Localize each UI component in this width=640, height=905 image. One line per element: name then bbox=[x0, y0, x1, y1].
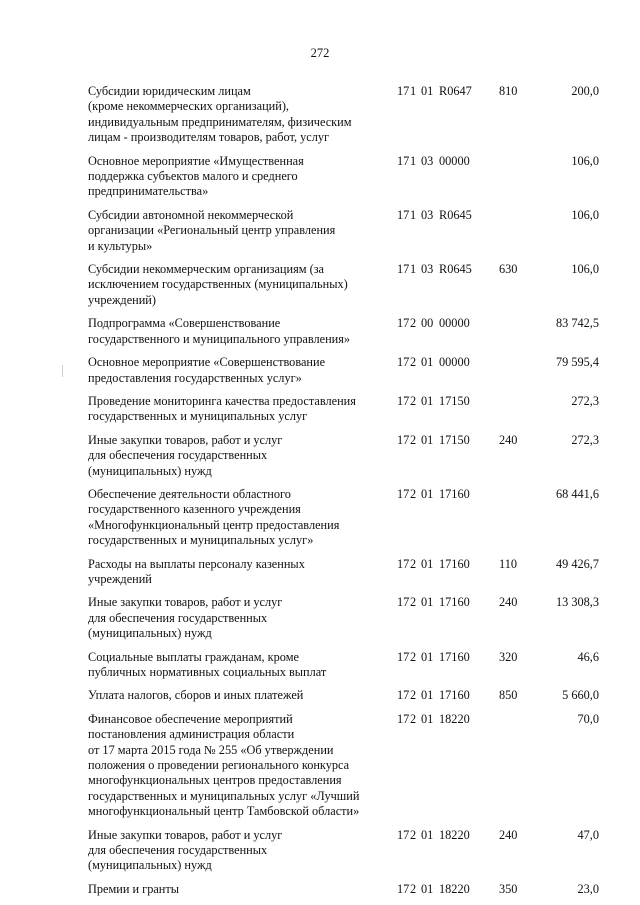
row-amount: 106,0 bbox=[571, 207, 599, 222]
row-code bbox=[397, 355, 483, 370]
code-part: 1 bbox=[410, 153, 417, 168]
row-code bbox=[397, 84, 483, 99]
code-part: 17 bbox=[397, 84, 410, 98]
code-part: 17 bbox=[397, 262, 410, 277]
code-part: 01 bbox=[421, 355, 434, 370]
row-name: Уплата налогов, сборов и иных платежей bbox=[88, 688, 304, 703]
code-part: 2 bbox=[410, 355, 417, 370]
table-row bbox=[88, 84, 608, 146]
row-amount: 68 441,6 bbox=[555, 486, 599, 501]
table-row bbox=[88, 355, 608, 386]
row-name: Обеспечение деятельности областного государственного казенного учреждения «Многофункциональный центр предоставления государственных и муниципальных услуг» bbox=[88, 486, 340, 548]
row-code bbox=[397, 433, 483, 448]
row-name: Основное мероприятие «Совершенствование предоставления государственных услуг» bbox=[88, 355, 326, 385]
table-row bbox=[88, 650, 608, 681]
code-part: 17 bbox=[397, 595, 410, 610]
code-part: 01 bbox=[421, 595, 434, 610]
row-amount: 272,3 bbox=[571, 393, 599, 408]
code-part: 2 bbox=[410, 486, 417, 501]
code-part: 1 bbox=[410, 207, 417, 222]
row-amount: 13 308,3 bbox=[555, 595, 599, 610]
code-part: R0647 bbox=[439, 84, 472, 98]
code-part: 01 bbox=[421, 393, 434, 408]
code-part: 00000 bbox=[439, 316, 470, 331]
code-part: 01 bbox=[421, 711, 434, 726]
code-part: 17 bbox=[397, 711, 410, 726]
code-part: 03 bbox=[421, 153, 434, 168]
code-part: 17 bbox=[397, 688, 410, 703]
code-part: 01 bbox=[421, 486, 434, 501]
code-part: R0645 bbox=[439, 262, 472, 277]
row-code bbox=[397, 487, 483, 502]
code-part: 2 bbox=[410, 595, 417, 610]
row-name: Основное мероприятие «Имущественная поддержка субъектов малого и среднего предпринимательства» bbox=[88, 153, 304, 199]
code-part: 2 bbox=[410, 393, 417, 408]
row-amount: 5 660,0 bbox=[562, 688, 599, 703]
code-part: 17 bbox=[397, 316, 410, 331]
row-amount: 23,0 bbox=[577, 881, 599, 896]
code-part: 17160 bbox=[439, 486, 470, 501]
row-expense-type: 240 bbox=[499, 595, 518, 610]
table-row bbox=[88, 208, 608, 254]
code-part: 18220 bbox=[439, 881, 470, 896]
row-code bbox=[397, 828, 483, 843]
row-amount: 200,0 bbox=[571, 84, 599, 98]
code-part: 03 bbox=[421, 207, 434, 222]
row-code bbox=[397, 154, 483, 169]
code-part: 2 bbox=[410, 316, 417, 331]
code-part: 00000 bbox=[439, 355, 470, 370]
code-part: 17 bbox=[397, 432, 410, 447]
row-name: Иные закупки товаров, работ и услуг для обеспечения государственных (муниципальных) нужд bbox=[88, 595, 283, 641]
code-part: 1 bbox=[410, 84, 417, 98]
code-part: 2 bbox=[410, 556, 417, 571]
row-code bbox=[397, 394, 483, 409]
table-row bbox=[88, 688, 608, 703]
code-part: 01 bbox=[421, 84, 434, 98]
row-expense-type: 350 bbox=[499, 881, 518, 896]
code-part: 17 bbox=[397, 355, 410, 370]
budget-table bbox=[88, 84, 608, 905]
code-part: 01 bbox=[421, 881, 434, 896]
row-code bbox=[397, 595, 483, 610]
code-part: 17 bbox=[397, 393, 410, 408]
table-row bbox=[88, 882, 608, 897]
code-part: 1 bbox=[410, 262, 417, 277]
code-part: 2 bbox=[410, 881, 417, 896]
row-code bbox=[397, 208, 483, 223]
code-part: R0645 bbox=[439, 207, 472, 222]
code-part: 17160 bbox=[439, 556, 470, 571]
code-part: 01 bbox=[421, 649, 434, 664]
table-row bbox=[88, 828, 608, 874]
row-expense-type: 850 bbox=[499, 688, 518, 703]
row-code bbox=[397, 712, 483, 727]
code-part: 00 bbox=[421, 316, 434, 331]
row-expense-type: 630 bbox=[499, 262, 518, 277]
row-name: Расходы на выплаты персоналу казенных учреждений bbox=[88, 556, 305, 586]
row-expense-type: 320 bbox=[499, 649, 518, 664]
scan-margin-mark bbox=[62, 365, 63, 377]
table-row bbox=[88, 595, 608, 641]
table-row bbox=[88, 557, 608, 588]
code-part: 01 bbox=[421, 432, 434, 447]
row-amount: 49 426,7 bbox=[555, 556, 599, 571]
code-part: 17160 bbox=[439, 688, 470, 703]
code-part: 17 bbox=[397, 207, 410, 222]
table-row bbox=[88, 154, 608, 200]
table-row bbox=[88, 712, 608, 820]
code-part: 17160 bbox=[439, 595, 470, 610]
row-amount: 83 742,5 bbox=[555, 316, 599, 331]
row-amount: 272,3 bbox=[571, 432, 599, 447]
code-part: 17150 bbox=[439, 432, 470, 447]
code-part: 17 bbox=[397, 556, 410, 571]
code-part: 17 bbox=[397, 827, 410, 842]
code-part: 17 bbox=[397, 486, 410, 501]
row-name: Субсидии некоммерческим организациям (за исключением государственных (муниципальных) учреждений) bbox=[88, 262, 348, 307]
code-part: 2 bbox=[410, 827, 417, 842]
row-name: Финансовое обеспечение мероприятий постановления администрация области от 17 марта 2015 года № 255 «Об утверждении положения о проведении регионального конкурса многофункциональных центров предоставления государственных и муниципальных услуг «Лучший многофункциональный центр Тамбовской области» bbox=[88, 711, 360, 819]
code-part: 18220 bbox=[439, 711, 470, 726]
row-code bbox=[397, 557, 483, 572]
row-expense-type: 810 bbox=[499, 84, 518, 98]
row-amount: 79 595,4 bbox=[555, 355, 599, 370]
code-part: 17160 bbox=[439, 649, 470, 664]
row-amount: 47,0 bbox=[577, 827, 599, 842]
row-expense-type: 240 bbox=[499, 827, 518, 842]
row-name: Подпрограмма «Совершенствование государственного и муниципального управления» bbox=[88, 316, 351, 346]
row-name: Иные закупки товаров, работ и услуг для обеспечения государственных (муниципальных) нужд bbox=[88, 432, 283, 478]
row-code bbox=[397, 882, 483, 897]
row-amount: 46,6 bbox=[577, 649, 599, 664]
code-part: 18220 bbox=[439, 827, 470, 842]
code-part: 2 bbox=[410, 688, 417, 703]
code-part: 2 bbox=[410, 432, 417, 447]
row-name: Проведение мониторинга качества предоставления государственных и муниципальных услуг bbox=[88, 393, 356, 424]
row-amount: 106,0 bbox=[571, 262, 599, 277]
table-row bbox=[88, 316, 608, 347]
row-name: Субсидии автономной некоммерческой организации «Региональный центр управления и культуры» bbox=[88, 207, 336, 253]
code-part: 17 bbox=[397, 649, 410, 664]
code-part: 01 bbox=[421, 688, 434, 703]
code-part: 17 bbox=[397, 881, 410, 896]
table-row bbox=[88, 394, 608, 425]
row-code bbox=[397, 316, 483, 331]
row-name: Премии и гранты bbox=[88, 881, 180, 896]
page-number: 272 bbox=[310, 46, 330, 60]
code-part: 01 bbox=[421, 556, 434, 571]
row-code bbox=[397, 262, 483, 277]
code-part: 17 bbox=[397, 153, 410, 168]
row-expense-type: 240 bbox=[499, 432, 518, 447]
row-amount: 70,0 bbox=[577, 711, 599, 726]
table-row bbox=[88, 262, 608, 308]
code-part: 00000 bbox=[439, 153, 470, 168]
code-part: 03 bbox=[421, 262, 434, 277]
row-amount: 106,0 bbox=[571, 153, 599, 168]
row-code bbox=[397, 688, 483, 703]
row-name: Иные закупки товаров, работ и услуг для обеспечения государственных (муниципальных) нужд bbox=[88, 827, 283, 873]
code-part: 2 bbox=[410, 649, 417, 664]
row-name: Субсидии юридическим лицам (кроме некоммерческих организаций), индивидуальным предпринимателям, физическим лицам - производителям товаров, работ, услуг bbox=[88, 84, 352, 145]
code-part: 17150 bbox=[439, 393, 470, 408]
row-name: Социальные выплаты гражданам, кроме публичных нормативных социальных выплат bbox=[88, 649, 327, 679]
code-part: 01 bbox=[421, 827, 434, 842]
row-expense-type: 110 bbox=[499, 556, 517, 571]
row-code bbox=[397, 650, 483, 665]
table-row bbox=[88, 433, 608, 479]
table-row bbox=[88, 487, 608, 549]
code-part: 2 bbox=[410, 711, 417, 726]
